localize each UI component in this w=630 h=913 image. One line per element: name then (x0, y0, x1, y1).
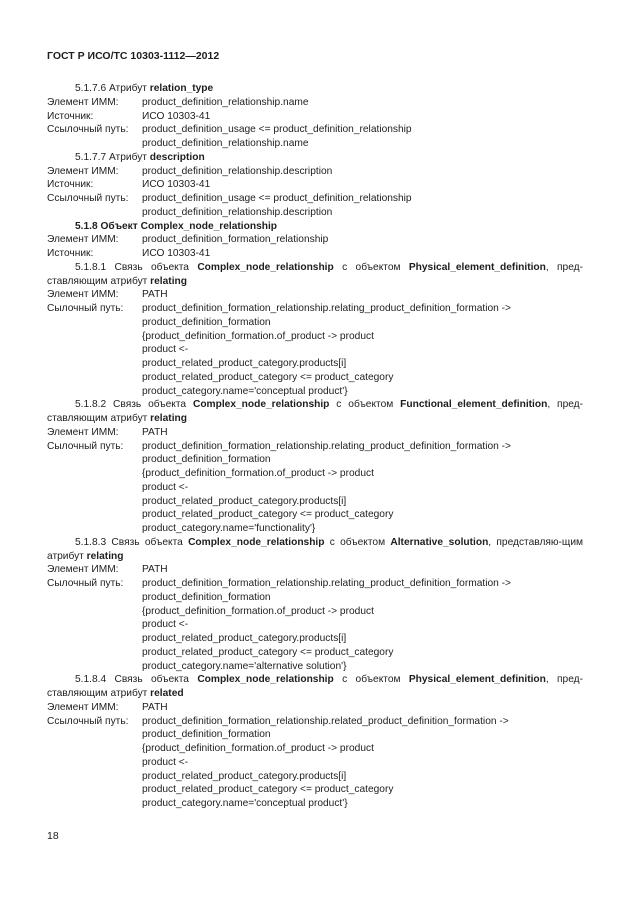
ref-path-line: product <- (142, 756, 189, 768)
source-row: Источник: ИСО 10303-41 (47, 179, 211, 191)
ref-path-line: product_definition_relationship.name (142, 138, 309, 149)
ref-path-line: product_definition_formation (142, 454, 271, 466)
ref-path-line: product_related_product_category <= product_category (142, 646, 394, 658)
element-row: Элемент ИММ: product_definition_relationship.name (47, 96, 309, 108)
ref-path-line: product <- (142, 481, 189, 493)
element-row: Элемент ИММ: product_definition_formation_relationship (47, 234, 329, 246)
source-row: Источник: ИСО 10303-41 (47, 248, 211, 259)
ref-path-line: product_category.name='conceptual product'} (142, 385, 348, 397)
ref-path-line: product_related_product_category.products[i] (142, 495, 347, 507)
ref-path-line: product <- (142, 344, 189, 356)
page-header: ГОСТ Р ИСО/ТС 10303-1112—2012 (47, 50, 220, 62)
ref-path-line: {product_definition_formation.of_product -> product (142, 468, 374, 479)
ref-path-line: product_definition_formation (142, 591, 271, 603)
ref-path-line: {product_definition_formation.of_product -> product (142, 330, 374, 342)
section-heading: 5.1.7.7 Атрибут description (75, 151, 205, 163)
ref-path-line: product_related_product_category.products[i] (142, 633, 347, 644)
ref-path-line: {product_definition_formation.of_product -> product (142, 605, 374, 617)
section-paragraph: 5.1.8.2 Связь объекта Complex_node_relationship с объектом Functional_element_definition, пред-ставляющим атрибут relating (47, 399, 584, 424)
page-number: 18 (47, 830, 59, 842)
ref-path-line: product_definition_relationship.description (142, 206, 333, 218)
section-paragraph: 5.1.8.3 Связь объекта Complex_node_relationship с объектом Alternative_solution, представляю-щим атрибут relating (47, 536, 584, 562)
section-heading: 5.1.8 Объект Complex_node_relationship (75, 220, 278, 232)
ref-path-line: product_related_product_category <= product_category (142, 784, 394, 796)
ref-path-row: Ссылочный путь: product_definition_formation_relationship.related_product_definition_formation -> (47, 715, 509, 727)
ref-path-row: Ссылочный путь: product_definition_usage <= product_definition_relationship (47, 193, 412, 204)
source-row: Источник: ИСО 10303-41 (47, 110, 211, 122)
ref-path-line: product_related_product_category <= product_category (142, 371, 394, 383)
element-row: Элемент ИММ: PATH (47, 426, 168, 438)
section-paragraph: 5.1.8.1 Связь объекта Complex_node_relationship с объектом Physical_element_definition, пред-ставляющим атрибут relating (47, 261, 584, 287)
section-heading: 5.1.7.6 Атрибут relation_type (75, 83, 214, 94)
element-row: Элемент ИММ: PATH (47, 701, 168, 713)
ref-path-line: product_definition_formation (142, 316, 271, 328)
element-row: Элемент ИММ: PATH (47, 564, 168, 576)
ref-path-row: Сылочный путь: product_definition_formation_relationship.relating_product_definition_formation -> (47, 440, 511, 452)
element-row: Элемент ИММ: PATH (47, 289, 168, 301)
ref-path-line: product_category.name='conceptual product'} (142, 798, 348, 809)
ref-path-line: product_related_product_category <= product_category (142, 509, 394, 521)
ref-path-row: Ссылочный путь: product_definition_usage <= product_definition_relationship (47, 124, 412, 136)
ref-path-line: product <- (142, 619, 189, 631)
ref-path-line: product_definition_formation (142, 729, 271, 741)
ref-path-line: product_category.name='alternative solution'} (142, 660, 347, 672)
document-body (47, 82, 583, 811)
ref-path-row: Сылочный путь: product_definition_formation_relationship.relating_product_definition_formation -> (47, 578, 511, 589)
ref-path-line: product_related_product_category.products[i] (142, 358, 347, 369)
ref-path-line: {product_definition_formation.of_product -> product (142, 743, 374, 754)
section-paragraph: 5.1.8.4 Связь объекта Complex_node_relationship с объектом Physical_element_definition, пред-ставляющим атрибут related (47, 674, 584, 699)
element-row: Элемент ИММ: product_definition_relationship.description (47, 165, 333, 177)
ref-path-line: product_category.name='functionality'} (142, 523, 316, 534)
ref-path-row: Сылочный путь: product_definition_formation_relationship.relating_product_definition_formation -> (47, 303, 511, 314)
ref-path-line: product_related_product_category.products[i] (142, 770, 347, 782)
